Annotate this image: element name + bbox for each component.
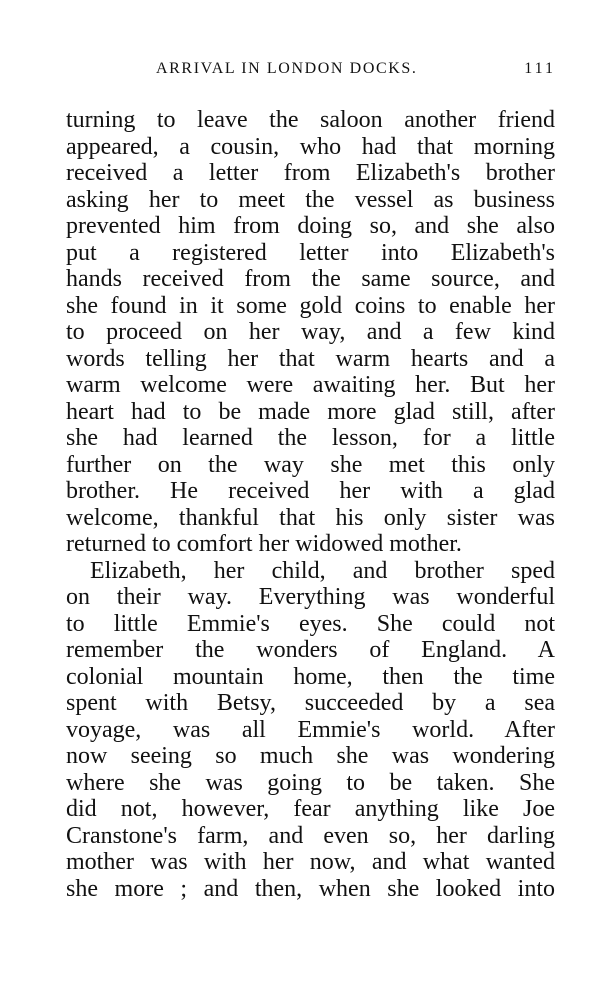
text-line: now seeing so much she was wondering xyxy=(66,743,555,769)
running-header xyxy=(66,57,556,81)
text-line: spent with Betsy, succeeded by a sea xyxy=(66,690,555,716)
text-line: words telling her that warm hearts and a xyxy=(66,345,555,372)
text-line: received a letter from Elizabeth's brother xyxy=(66,160,555,186)
text-line: asking her to meet the vessel as business xyxy=(66,186,555,213)
text-line: she found in it some gold coins to enable her xyxy=(66,292,555,319)
text-line: voyage, was all Emmie's world. After xyxy=(66,716,555,743)
text-line: on their way. Everything was wonderful xyxy=(66,584,555,610)
text-line: warm welcome were awaiting her. But her xyxy=(66,372,555,398)
page-number: 111 xyxy=(524,60,556,77)
text-line: hands received from the same source, and xyxy=(66,266,555,292)
text-line: put a registered letter into Elizabeth's xyxy=(66,239,555,266)
text-line: she more ; and then, when she looked into xyxy=(66,875,555,902)
text-line: mother was with her now, and what wanted xyxy=(66,849,555,875)
text-line: heart had to be made more glad still, after xyxy=(66,398,555,425)
text-line: welcome, thankful that his only sister was xyxy=(66,504,555,531)
text-line: further on the way she met this only xyxy=(66,451,555,478)
text-line: Cranstone's farm, and even so, her darling xyxy=(66,822,555,849)
text-line: she had learned the lesson, for a little xyxy=(66,425,555,451)
text-line: turning to leave the saloon another friend xyxy=(66,107,555,133)
text-line: did not, however, fear anything like Joe xyxy=(66,796,555,822)
body-text xyxy=(66,107,555,902)
text-line: returned to comfort her widowed mother. xyxy=(66,531,462,557)
text-line: to little Emmie's eyes. She could not xyxy=(66,610,555,637)
running-title: ARRIVAL IN LONDON DOCKS. xyxy=(156,60,418,77)
text-line: colonial mountain home, then the time xyxy=(66,663,555,690)
text-line: where she was going to be taken. She xyxy=(66,769,555,796)
text-line: appeared, a cousin, who had that morning xyxy=(66,133,555,160)
text-line: prevented him from doing so, and she also xyxy=(66,213,555,239)
text-line: to proceed on her way, and a few kind xyxy=(66,319,555,345)
text-line: Elizabeth, her child, and brother sped xyxy=(90,557,555,584)
text-line: remember the wonders of England. A xyxy=(66,637,555,663)
text-line: brother. He received her with a glad xyxy=(66,478,555,504)
